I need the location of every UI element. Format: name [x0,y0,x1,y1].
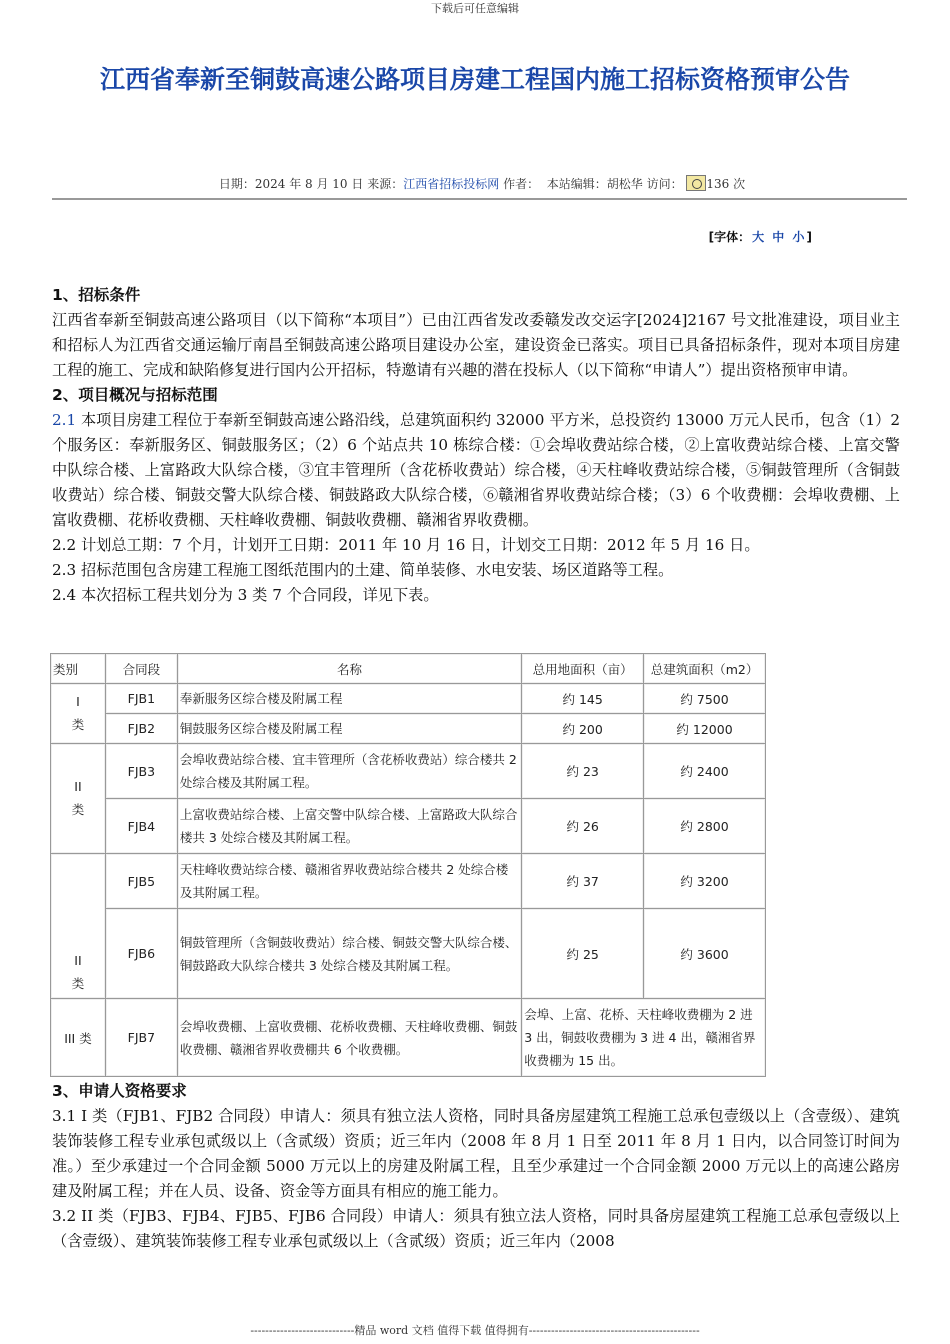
contract-sections-table [50,653,766,1077]
font-size-switcher [709,228,812,245]
table-row [51,714,766,744]
building-area: 约 2400 [644,744,766,799]
header-divider [52,198,907,200]
source-link[interactable]: 江西省招标投标网 [403,177,500,191]
date-label: 日期：2024 年 8 月 10 日 [218,177,364,191]
section-code: FJB3 [105,744,177,799]
section-code: FJB4 [105,799,177,854]
building-area: 约 3200 [644,854,766,909]
section-2-1-number: 2.1 [52,411,77,429]
section-code: FJB5 [105,854,177,909]
section-code: FJB6 [105,909,177,999]
building-area: 约 7500 [644,684,766,714]
section-name: 会埠收费站综合楼、宜丰管理所（含花桥收费站）综合楼共 2 处综合楼及其附属工程。 [177,744,521,799]
section-3 [52,1079,900,1254]
section-1 [52,283,900,608]
land-area: 约 23 [522,744,644,799]
section-3-1-paragraph: 3.1 I 类（FJB1、FJB2 合同段）申请人：须具有独立法人资格，同时具备房屋建筑工程施工总承包壹级以上（含壹级）、建筑装饰装修工程专业承包贰级以上（含贰级）资质；近三年内（2008 年 8 月 1 日至 2011 年 8 月 1 日内，以合同签订时间为准。）至少承建过一个合同金额 5000 万元以上的房建及附属工程，且至少承建过一个合同金额 2000 万元以上的高速公路房建及附属工程；并在人员、设备、资金等方面具有相应的施工能力。 [52,1107,900,1200]
section-name: 铜鼓服务区综合楼及附属工程 [177,714,521,744]
header-category: 类别 [51,654,106,684]
section-3-heading: 3、申请人资格要求 [52,1082,187,1100]
category-cell-3: III 类 [51,999,106,1077]
building-area: 约 2800 [644,799,766,854]
section-code: FJB1 [105,684,177,714]
table-row [51,744,766,799]
page-title: 江西省奉新至铜鼓高速公路项目房建工程国内施工招标资格预审公告 [99,65,850,94]
section-2-1-text: 本项目房建工程位于奉新至铜鼓高速公路沿线，总建筑面积约 32000 平方米，总投资约 13000 万元人民币，包含（1）2 个服务区：奉新服务区、铜鼓服务区；（2）6 个站点共 10 栋综合楼：①会埠收费站综合楼，②上富收费站综合楼、上富交警中队综合楼、上富路政大队综合楼，③宜丰管理所（含花桥收费站）综合楼，④天柱峰收费站综合楼，⑤铜鼓管理所（含铜鼓收费站）综合楼、铜鼓交警大队综合楼、铜鼓路政大队综合楼，⑥赣湘省界收费站综合楼；（3）6 个收费棚：会埠收费棚、上富收费棚、花桥收费棚、天柱峰收费棚、铜鼓收费棚、赣湘省界收费棚。 [52,411,900,529]
visit-counter-icon [686,175,706,191]
section-2-4-paragraph: 2.4 本次招标工程共划分为 3 类 7 个合同段，详见下表。 [52,586,439,604]
section-2-heading: 2、项目概况与招标范围 [52,386,218,404]
font-size-medium-link[interactable]: 中 [772,230,785,244]
category-cell-2: II 类 [51,744,106,854]
building-area: 约 3600 [644,909,766,999]
header-land-area: 总用地面积（亩） [522,654,644,684]
land-area: 约 26 [522,799,644,854]
visit-unit: 次 [733,177,746,191]
section-code: FJB7 [105,999,177,1077]
header-name: 名称 [177,654,521,684]
editor-label: 本站编辑：胡松华 [546,177,643,191]
font-size-prefix: [字体： [708,230,751,244]
section-2-3-paragraph: 2.3 招标范围包含房建工程施工图纸范围内的土建、简单装修、水电安装、场区道路等工程。 [52,561,674,579]
header-section: 合同段 [105,654,177,684]
table-row [51,684,766,714]
author-label: 作者： [503,177,540,191]
table-header-row [51,654,766,684]
section-3-2-paragraph: 3.2 II 类（FJB3、FJB4、FJB5、FJB6 合同段）申请人：须具有独立法人资格，同时具备房屋建筑工程施工总承包壹级以上（含壹级）、建筑装饰装修工程专业承包贰级以上（含贰级）资质；近三年内（2008 [52,1207,900,1250]
land-area: 约 145 [522,684,644,714]
section-code: FJB2 [105,714,177,744]
section-name: 上富收费站综合楼、上富交警中队综合楼、上富路政大队综合楼共 3 处综合楼及其附属工程。 [177,799,521,854]
table-row [51,854,766,909]
building-area: 约 12000 [644,714,766,744]
table-row [51,909,766,999]
font-size-suffix: ] [806,230,812,244]
top-note: 下载后可任意编辑 [431,2,519,15]
section-1-heading: 1、招标条件 [52,286,141,304]
section-name: 会埠收费棚、上富收费棚、花桥收费棚、天柱峰收费棚、铜鼓收费棚、赣湘省界收费棚共 6 个收费棚。 [177,999,521,1077]
table-row [51,999,766,1077]
land-area: 约 37 [522,854,644,909]
land-area: 约 200 [522,714,644,744]
category-cell-2b: II 类 [51,854,106,999]
source-label: 来源： [367,177,404,191]
section-2-2-paragraph: 2.2 计划总工期：7 个月，计划开工日期：2011 年 10 月 16 日，计划交工日期：2012 年 5 月 16 日。 [52,536,760,554]
section-2-1-paragraph [52,408,900,533]
font-size-small-link[interactable]: 小 [792,230,805,244]
visit-count: 136 [706,177,730,191]
table-row [51,799,766,854]
section-name: 天柱峰收费站综合楼、赣湘省界收费站综合楼共 2 处综合楼及其附属工程。 [177,854,521,909]
land-and-building-area: 会埠、上富、花桥、天柱峰收费棚为 2 进 3 出，铜鼓收费棚为 3 进 4 出，赣湘省界收费棚为 15 出。 [522,999,766,1077]
visit-label: 访问： [646,177,683,191]
section-name: 奉新服务区综合楼及附属工程 [177,684,521,714]
font-size-large-link[interactable]: 大 [752,230,765,244]
category-cell-1: I 类 [51,684,106,744]
header-building-area: 总建筑面积（m2） [644,654,766,684]
land-area: 约 25 [522,909,644,999]
section-name: 铜鼓管理所（含铜鼓收费站）综合楼、铜鼓交警大队综合楼、铜鼓路政大队综合楼共 3 处综合楼及其附属工程。 [177,909,521,999]
footer-note: ----------------------------精品 word 文档 值得下载 值得拥有---------------------------------------------- [250,1324,700,1337]
article-meta [52,175,912,192]
section-1-paragraph: 江西省奉新至铜鼓高速公路项目（以下简称“本项目”）已由江西省发改委赣发改交运字[2024]2167 号文批准建设，项目业主和招标人为江西省交通运输厅南昌至铜鼓高速公路项目建设办公室，建设资金已落实。项目已具备招标条件，现对本项目房建工程的施工、完成和缺陷修复进行国内公开招标，特邀请有兴趣的潜在投标人（以下简称“申请人”）提出资格预审申请。 [52,311,900,379]
